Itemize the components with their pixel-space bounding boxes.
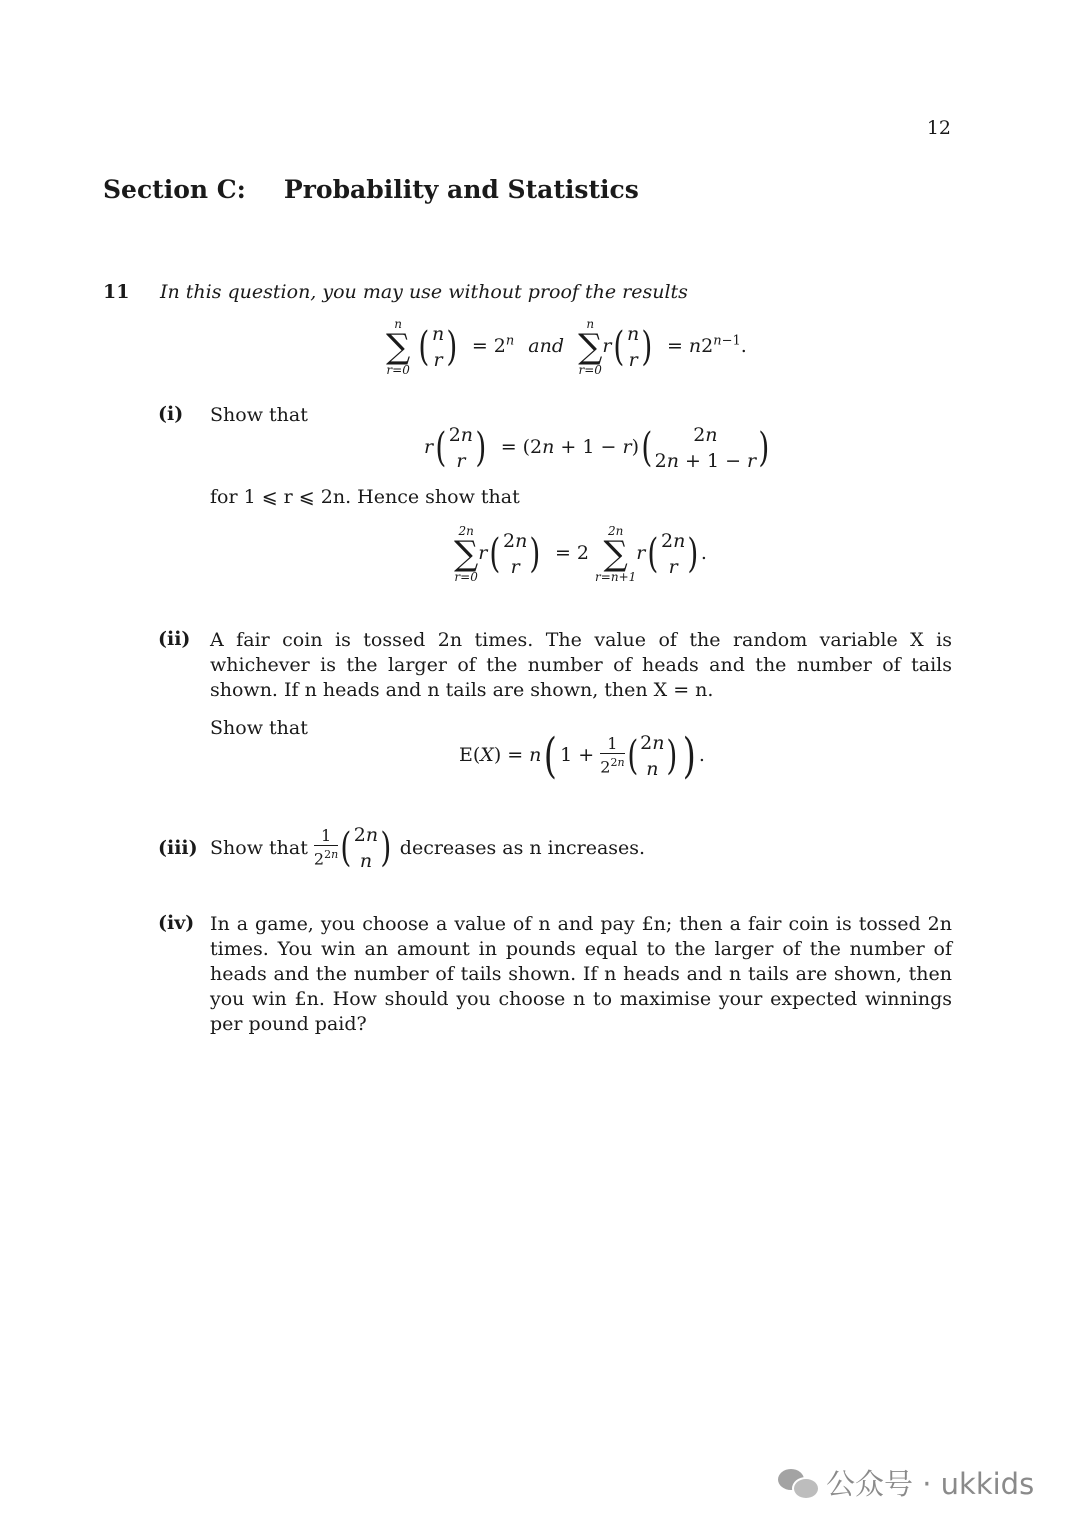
part-iv-label: (iv): [158, 912, 195, 934]
part-iii-tail: decreases as n increases.: [399, 837, 646, 859]
part-iii-statement: Show that $\frac{1}{2^{2n}}$ ( 2n n ) decreases as n increases.: [210, 824, 646, 872]
section-heading: [103, 175, 639, 204]
section-label: Section C:: [103, 175, 246, 204]
part-i-sum-identity: 2n ∑ r=0 r( 2n r ) = 2 2n ∑ r=n+1 r( 2n r ) .: [454, 524, 707, 584]
question-number: 11: [103, 281, 130, 303]
part-iii-label: (iii): [158, 837, 198, 859]
question-intro: In this question, you may use without proof the results: [160, 281, 688, 303]
page-number: 12: [926, 117, 951, 139]
part-i-identity: r( 2n r ) = (2n + 1 − r)( 2n 2n + 1 − r ): [424, 424, 770, 472]
and-word: and: [528, 335, 565, 357]
part-ii-text: A fair coin is tossed 2n times. The value of the random variable X is whichever is the larger of the number of heads and the number of tails shown. If n heads and n tails are shown, then X = n.: [210, 629, 952, 701]
part-ii-expectation: E(X) = n( 1 + $\frac{1}{2^{2n}}$ ( 2n n ) ) .: [459, 728, 705, 784]
part-iii-lead: Show that: [210, 837, 308, 859]
wechat-icon: [778, 1467, 818, 1499]
section-title: Probability and Statistics: [283, 175, 639, 204]
watermark-text: 公众号 · ukkids: [826, 1467, 1035, 1501]
part-ii-label: (ii): [158, 628, 191, 650]
part-i-range-text: for 1 ⩽ r ⩽ 2n. Hence show that: [210, 486, 520, 508]
given-results-equation: n ∑ r=0 ( n r ) = $2^n$ and n ∑ r=0 r( n r ) = $n2^{n-1}$.: [386, 317, 747, 377]
part-i-lead: Show that: [210, 404, 308, 426]
part-ii-lead: Show that: [210, 717, 308, 739]
part-iv-text: In a game, you choose a value of n and pay £n; then a fair coin is tossed 2n times. You win an amount in pounds equal to the larger of the number of heads and the number of tails shown. If n heads and n tails are shown, then you win £n. How should you choose n to maximise your expected winnings per pound paid?: [210, 913, 952, 1035]
watermark: [778, 1462, 1034, 1503]
part-i-label: (i): [158, 403, 184, 425]
